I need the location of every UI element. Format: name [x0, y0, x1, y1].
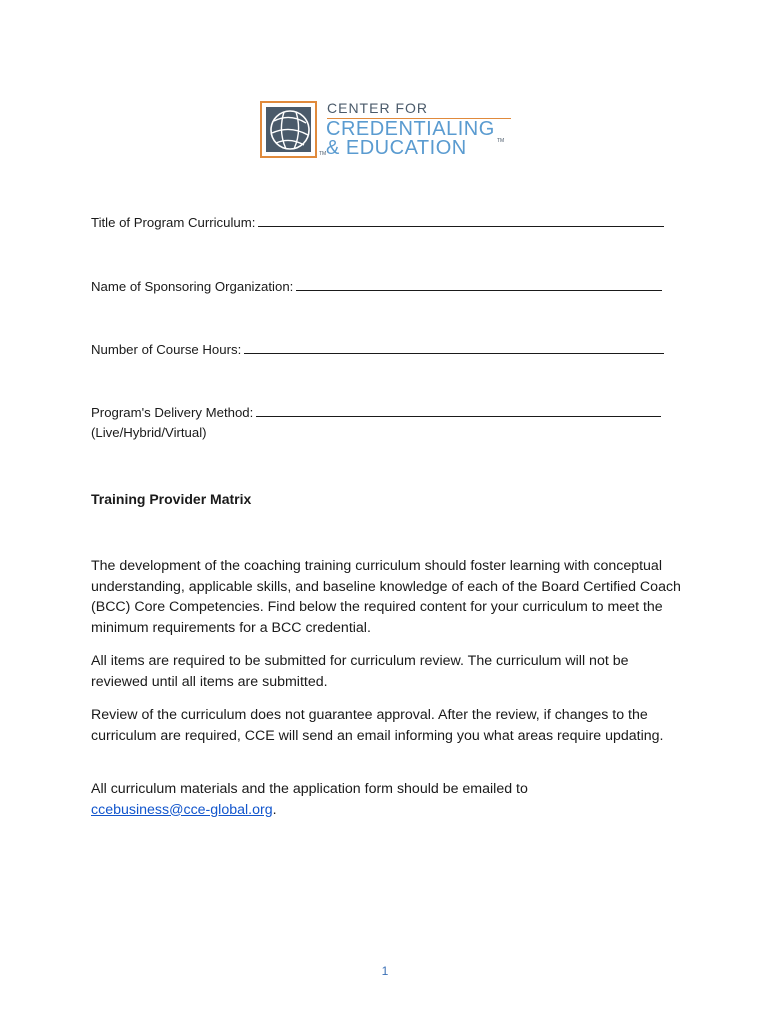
paragraph-4	[91, 779, 681, 820]
field-program-title	[91, 215, 664, 230]
paragraph-2: All items are required to be submitted for curriculum review. The curriculum will not be reviewed until all items are submitted.	[91, 653, 629, 690]
field-sponsoring-org	[91, 279, 662, 294]
delivery-method-note: (Live/Hybrid/Virtual)	[91, 425, 207, 440]
field-label-method: Program's Delivery Method:	[91, 405, 254, 420]
field-label-title: Title of Program Curriculum:	[91, 215, 256, 230]
paragraph-4-period: .	[272, 801, 277, 818]
paragraph-4-text: All curriculum materials and the application form should be emailed to	[91, 781, 528, 797]
cce-logo	[260, 100, 520, 160]
logo-trademark-right: TM	[497, 138, 505, 144]
field-label-org: Name of Sponsoring Organization:	[91, 279, 294, 294]
paragraph-3: Review of the curriculum does not guarantee approval. After the review, if changes to the curriculum are required, CCE will send an email informing you what areas require updating.	[91, 707, 664, 744]
logo-line-3: & EDUCATION	[326, 137, 467, 159]
logo-line-2: CREDENTIALING	[326, 118, 495, 140]
fill-line-method[interactable]	[256, 405, 661, 417]
fill-line-hours[interactable]	[244, 342, 664, 354]
field-label-hours: Number of Course Hours:	[91, 342, 242, 357]
fill-line-title[interactable]	[258, 215, 664, 227]
globe-logo-icon	[260, 101, 317, 158]
logo-line-1: CENTER FOR	[327, 100, 428, 116]
section-heading: Training Provider Matrix	[91, 491, 252, 507]
field-delivery-method	[91, 405, 661, 420]
fill-line-org[interactable]	[296, 279, 662, 291]
email-link[interactable]: ccebusiness@cce-global.org	[91, 801, 273, 818]
paragraph-1: The development of the coaching training curriculum should foster learning with conceptual understanding, applicable skills, and baseline knowledge of each of the Board Certified Coach (BCC) Core Competencies. Find below the required content for your curriculum to meet the minimum requirements for a BCC credential.	[91, 558, 681, 636]
logo-trademark: TM	[319, 151, 327, 157]
field-course-hours	[91, 342, 664, 357]
page-number: 1	[381, 964, 389, 978]
